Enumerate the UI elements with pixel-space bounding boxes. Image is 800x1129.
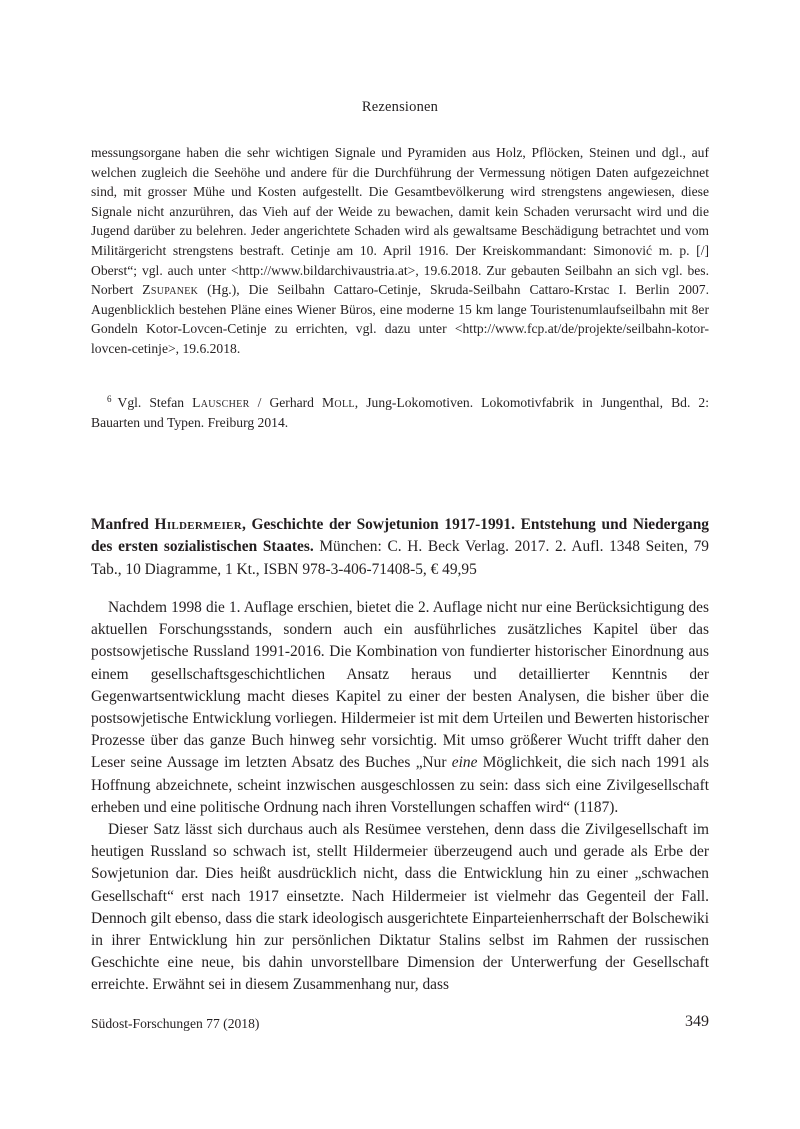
page-number: 349 [685, 1013, 709, 1030]
footnote-author: Lauscher [192, 395, 250, 410]
review-body [91, 597, 709, 997]
paragraph-text: Nachdem 1998 die 1. Auflage erschien, bietet die 2. Auflage nicht nur eine Berücksichtigung des aktuellen Forschungsstands, sondern auch ein ausführliches zusätzliches Kapitel über das postsowjetische Russland 1991-2016. Die Kombination von fundierter historischer Einordnung aus einem gesellschaftsgeschichtlichen Ansatz heraus und detaillierter Kenntnis der Gegenwartsentwicklung macht dieses Kapitel zu einer der besten Analysen, die bisher über die postsowjetische Entwicklung vorliegen. Hildermeier ist mit dem Urteilen und Bewerten historischer Prozesse über das ganze Buch hinweg sehr vorsichtig. Mit umso größerer Wucht trifft daher den Leser seine Aussage im letzten Absatz des Buches „Nur [91, 599, 709, 772]
footnote-text: (Hg.), Die Seilbahn Cattaro-Cetinje, Skruda-Seilbahn Cattaro-Krstac I. Berlin 2007. Augenblicklich bestehen Pläne eines Wiener Büros, eine moderne 15 km lange Touristenumlaufseilbahn mit 8er Gondeln Kotor-Lovcen-Cetinje zu errichten, vgl. dazu unter <http://www.fcp.at/de/projekte/seilbahn-kotor-lovcen-cetinje>, 19.6.2018. [91, 282, 709, 356]
running-head: Rezensionen [361, 99, 439, 115]
footnote-text: , Jung-Lokomotiven. Lokomotivfabrik in Jungenthal, Bd. 2: Bauarten und Typen. Freiburg 2014. [91, 395, 709, 430]
footnote-5-continuation [91, 143, 709, 359]
footnote-author: Zsupanek [142, 282, 199, 298]
footer-journal: Südost-Forschungen 77 (2018) [91, 1016, 260, 1031]
footnote-text: Vgl. Stefan [117, 395, 193, 410]
paragraph: Dieser Satz lässt sich durchaus auch als Resümee verstehen, denn dass die Zivilgesellschaft im heutigen Russland so schwach ist, stellt Hildermeier überzeugend auch und gerade als Erbe der Sowjetunion dar. Dies heißt ausdrücklich nicht, dass die Entwicklung hin zu einer „schwachen Gesellschaft“ erst nach 1917 einsetzte. Nach Hildermeier ist vielmehr das Gegenteil der Fall. Dennoch gilt ebenso, dass die stark ideologisch ausgerichtete Einparteienherrschaft der Bolschewiki in ihrer Entwicklung hin zur persönlichen Diktatur Stalins selbst im Rahmen der russischen Geschichte eine neue, bis dahin unvorstellbare Dimension der Unterwerfung der Gesellschaft erreichte. Erwähnt sei in diesem Zusammenhang nur, dass [91, 821, 709, 994]
review-author-last: Hildermeier [154, 516, 242, 533]
review-book-title: , Geschichte der Sowjetunion 1917-1991. Entstehung und Niedergang des ersten sozialistischen Staates. [91, 516, 709, 556]
paragraph-text: Möglichkeit, die sich nach 1991 als Hoffnung abzeichnete, scheint inzwischen ausgeschlossen zu sein: dass sich eine Zivilgesellschaft erheben und eine politische Ordnung nach ihren Vorstellungen schaffen wird“ (1187). [91, 754, 709, 816]
emphasis: eine [451, 754, 478, 772]
footnote-author: Moll [322, 395, 355, 410]
paragraph [91, 597, 709, 819]
review-author-first: Manfred [91, 516, 155, 533]
review-header [91, 514, 709, 581]
footnote-text: / Gerhard [249, 395, 323, 410]
review-publication-info: München: C. H. Beck Verlag. 2017. 2. Aufl. 1348 Seiten, 79 Tab., 10 Diagramme, 1 Kt., ISBN 978-3-406-71408-5, € 49,95 [91, 538, 709, 578]
footnote-6 [91, 390, 709, 432]
footnote-number: 6 [107, 394, 112, 404]
footnote-text: messungsorgane haben die sehr wichtigen Signale und Pyramiden aus Holz, Pflöcken, Steinen und dgl., auf welchen zugleich die Seehöhe und andere für die Durchführung der Vermessung nötigen Daten aufgezeichnet sind, mit grosser Mühe und Kosten aufgestellt. Die Gesamtbevölkerung wird strengstens angewiesen, diese Signale nicht anzurühren, das Vieh auf der Weide zu bewachen, damit kein Schaden verursacht wird und die Jugend darüber zu belehren. Jeder angerichtete Schaden wird als gewaltsame Beschädigung betrachtet und vom Militärgericht strengstens bestraft. Cetinje am 10. April 1916. Der Kreiskommandant: Simonović m. p. [/] Oberst“; vgl. auch unter <http://www.bildarchivaustria.at>, 19.6.2018. Zur gebauten Seilbahn an sich vgl. bes. Norbert [91, 145, 709, 298]
